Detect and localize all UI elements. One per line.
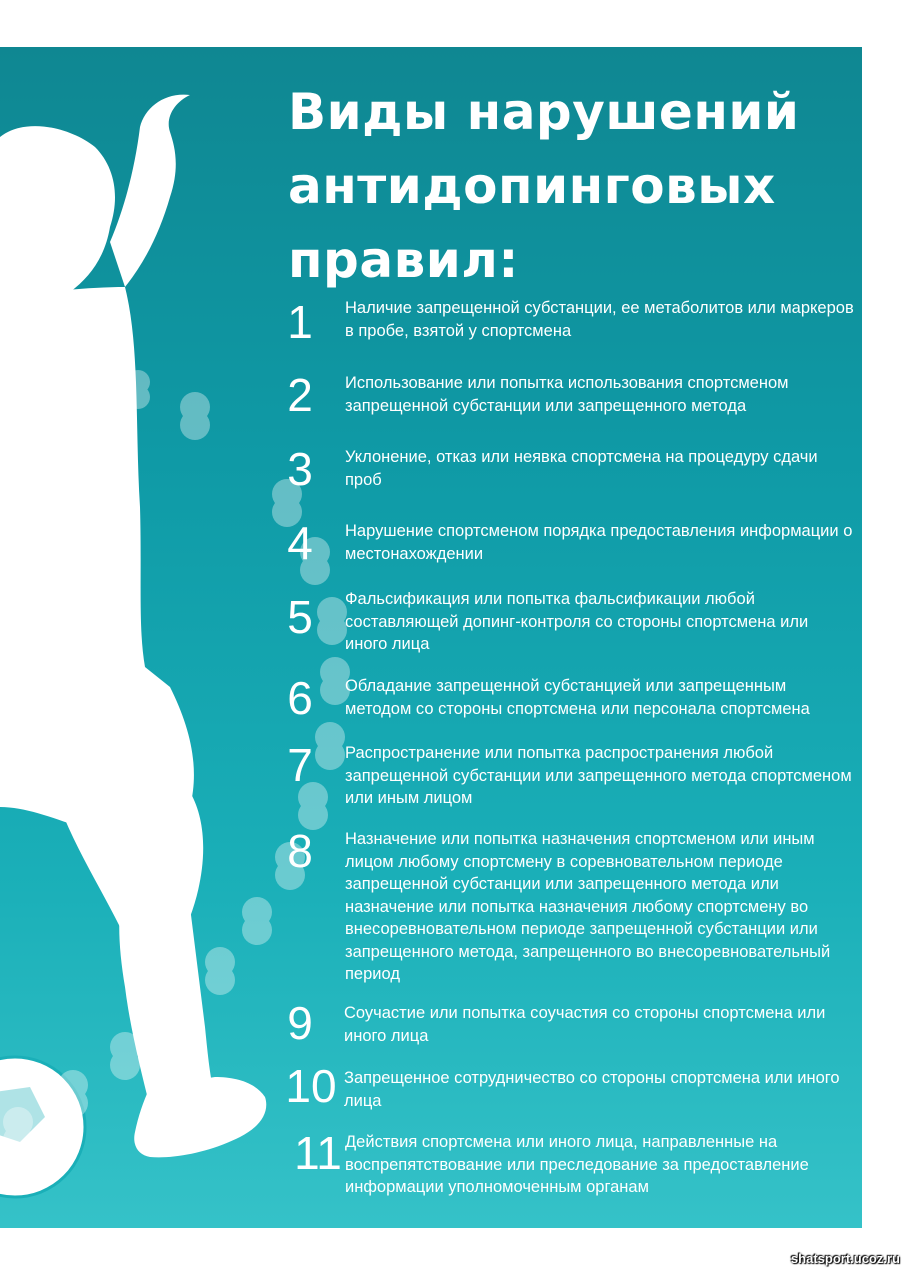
item-number: 9 xyxy=(287,997,313,1049)
item-number: 2 xyxy=(287,369,313,421)
item-text: Назначение или попытка назначения спортсменом или иным лицом любому спортсмену в соревновательном периоде запрещенной субстанции или запрещенного метода или назначение или попытка назначения любому спортсмену во внесоревновательном периоде запрещенной субстанции или запрещенного метода, запрещенного во внесоревновательный период xyxy=(345,830,831,983)
watermark-text: shatsport.ucoz.ru xyxy=(790,1251,900,1266)
title-line: антидопинговых xyxy=(288,157,776,215)
item-text: Наличие запрещенной субстанции, ее метаболитов или маркеров в пробе, взятой у спортсмена xyxy=(345,299,854,340)
item-number: 6 xyxy=(287,672,313,724)
item-number: 8 xyxy=(287,825,313,877)
item-text: Использование или попытка использования спортсменом запрещенной субстанции или запрещенного метода xyxy=(345,374,789,415)
item-number: 11 xyxy=(294,1127,342,1179)
item-number: 7 xyxy=(287,739,313,791)
poster xyxy=(0,47,862,1228)
item-text: Действия спортсмена или иного лица, направленные на воспрепятствование или преследование за предоставление информации уполномоченным органам xyxy=(345,1133,809,1196)
title-line: правил: xyxy=(288,231,519,289)
item-number: 10 xyxy=(285,1060,337,1112)
item-number: 5 xyxy=(287,591,313,643)
item-number: 3 xyxy=(287,443,313,495)
item-number: 1 xyxy=(287,296,313,348)
item-text: Уклонение, отказ или неявка спортсмена на процедуру сдачи проб xyxy=(345,448,818,489)
item-text: Запрещенное сотрудничество со стороны спортсмена или иного лица xyxy=(344,1069,840,1110)
title-line: Виды нарушений xyxy=(288,83,800,141)
item-text: Фальсификация или попытка фальсификации любой составляющей допинг-контроля со стороны спортсмена или иного лица xyxy=(345,590,809,653)
item-text: Соучастие или попытка соучастия со стороны спортсмена или иного лица xyxy=(344,1004,826,1045)
item-number: 4 xyxy=(287,517,313,569)
page-title xyxy=(288,75,848,297)
item-text: Нарушение спортсменом порядка предоставления информации о местонахождении xyxy=(345,522,853,563)
item-text: Распространение или попытка распространения любой запрещенной субстанции или запрещенного метода спортсменом или иным лицом xyxy=(345,744,852,807)
item-text: Обладание запрещенной субстанцией или запрещенным методом со стороны спортсмена или персонала спортсмена xyxy=(345,677,810,718)
